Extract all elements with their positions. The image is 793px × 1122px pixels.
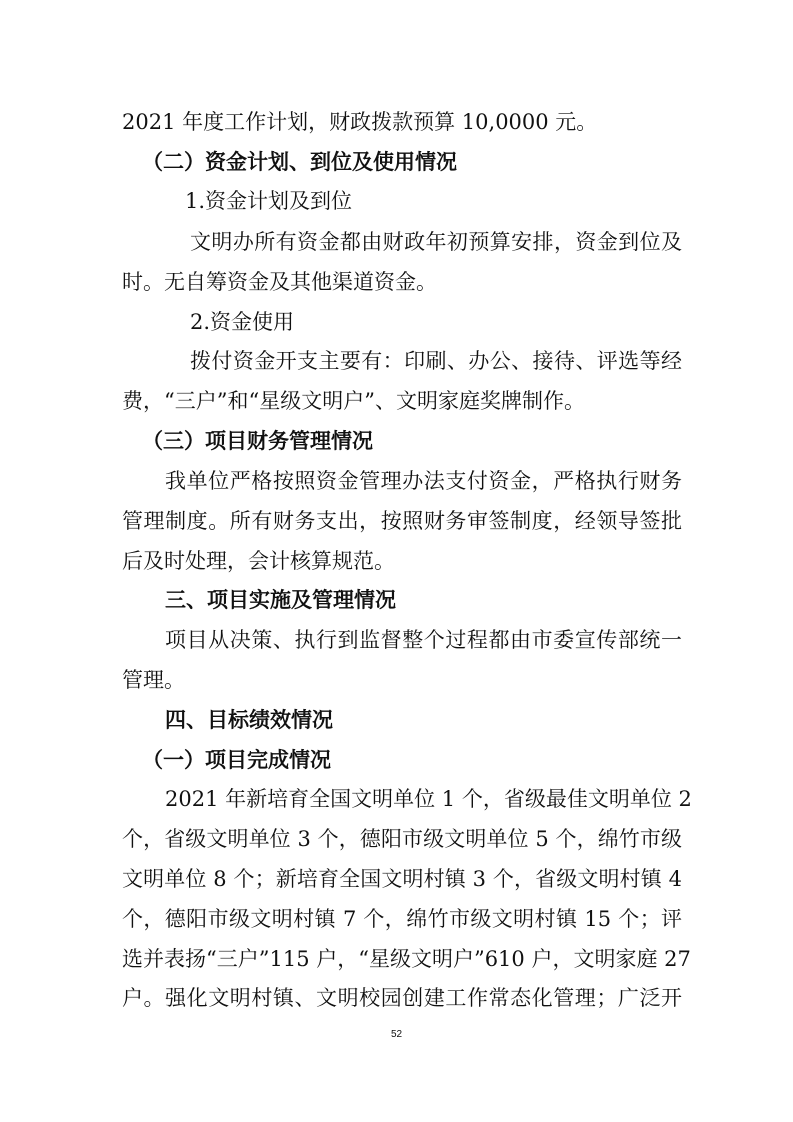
body-text-line: 后及时处理，会计核算规范。 (122, 549, 395, 573)
section-heading: 四、目标绩效情况 (165, 708, 333, 732)
body-text-line: 我单位严格按照资金管理办法支付资金，严格执行财务 (165, 469, 682, 493)
body-text-line: 管理制度。所有财务支出，按照财务审签制度，经领导签批 (122, 509, 682, 533)
section-heading: 三、项目实施及管理情况 (165, 588, 396, 612)
body-text-line: 项目从决策、执行到监督整个过程都由市委宣传部统一 (165, 628, 682, 652)
body-text-line: 2021 年新培育全国文明单位 1 个，省级最佳文明单位 2 (165, 787, 692, 811)
section-heading: （二）资金计划、到位及使用情况 (142, 150, 457, 174)
section-heading: （一）项目完成情况 (142, 748, 331, 772)
body-text-line: 选并表扬“三户”115 户，“星级文明户”610 户，文明家庭 27 (122, 947, 691, 971)
body-text-line: 户。强化文明村镇、文明校园创建工作常态化管理；广泛开 (122, 986, 682, 1010)
page-number: 52 (390, 1029, 403, 1040)
body-text-line: 费，“三户”和“星级文明户”、文明家庭奖牌制作。 (122, 389, 585, 413)
section-heading: （三）项目财务管理情况 (142, 429, 373, 453)
subsection-heading: 1.资金计划及到位 (185, 189, 353, 213)
body-text-line: 个，德阳市级文明村镇 7 个，绵竹市级文明村镇 15 个；评 (122, 907, 682, 931)
body-text-line: 管理。 (122, 668, 185, 692)
body-text-line: 文明单位 8 个；新培育全国文明村镇 3 个，省级文明村镇 4 (122, 867, 682, 891)
body-text-line: 个，省级文明单位 3 个，德阳市级文明单位 5 个，绵竹市级 (122, 827, 682, 851)
body-text-line: 文明办所有资金都由财政年初预算安排，资金到位及 (190, 230, 682, 254)
subsection-heading: 2.资金使用 (190, 310, 295, 334)
body-text-line: 2021 年度工作计划，财政拨款预算 10,0000 元。 (122, 110, 598, 134)
body-text-line: 拨付资金开支主要有：印刷、办公、接待、评选等经 (190, 349, 682, 373)
body-text-line: 时。无自筹资金及其他渠道资金。 (122, 270, 437, 294)
